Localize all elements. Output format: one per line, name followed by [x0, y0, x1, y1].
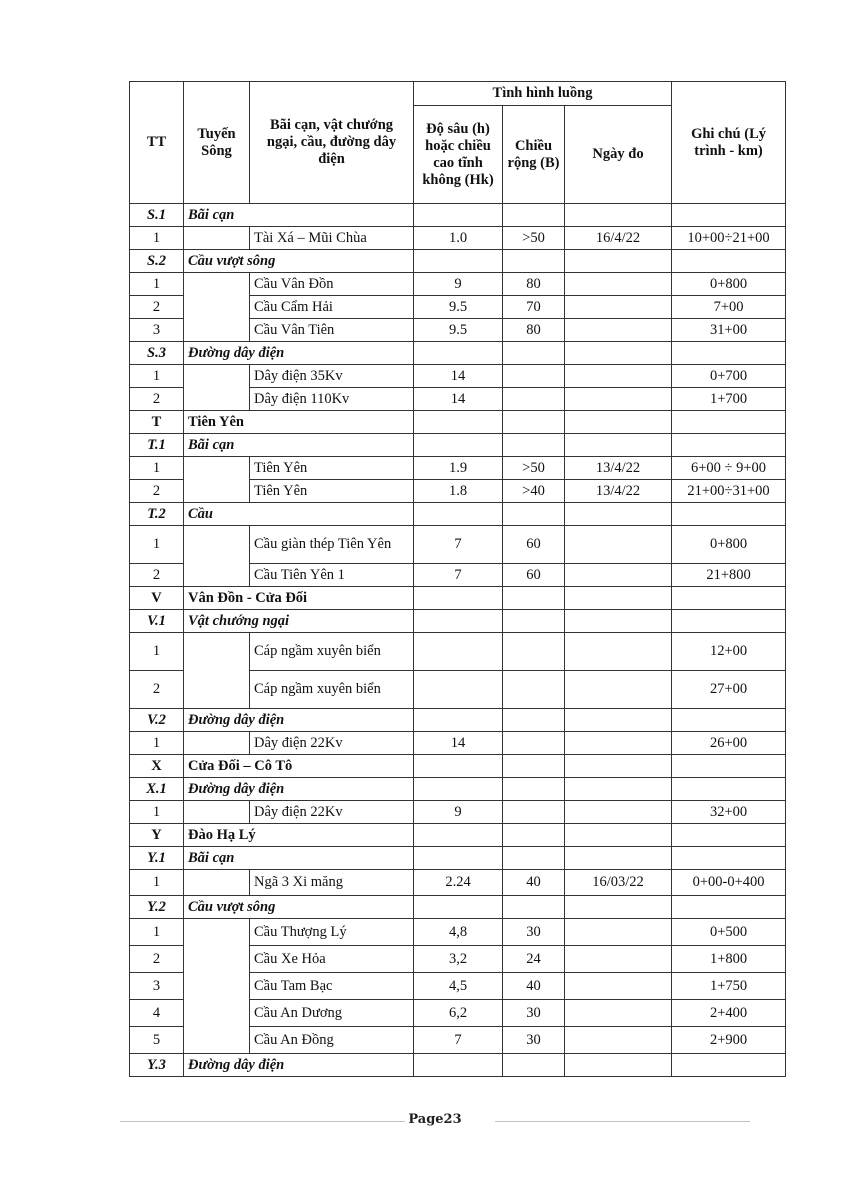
river-cell-merged: [184, 273, 250, 342]
item-name: Tài Xá – Mũi Chùa: [250, 227, 414, 250]
width-value: [503, 365, 565, 388]
chainage-note: 0+700: [672, 365, 786, 388]
empty-cell: [565, 434, 672, 457]
row-number: 3: [130, 319, 184, 342]
section-title: Bãi cạn: [184, 847, 414, 870]
width-value: [503, 732, 565, 755]
survey-date: [565, 296, 672, 319]
depth-value: [414, 633, 503, 671]
survey-date: [565, 973, 672, 1000]
depth-value: 9: [414, 273, 503, 296]
survey-date: [565, 732, 672, 755]
row-code: X: [130, 755, 184, 778]
item-name: Cầu An Dương: [250, 1000, 414, 1027]
empty-cell: [414, 610, 503, 633]
width-value: >50: [503, 227, 565, 250]
empty-cell: [565, 342, 672, 365]
empty-cell: [503, 755, 565, 778]
depth-value: 1.9: [414, 457, 503, 480]
river-cell-merged: [184, 919, 250, 1054]
empty-cell: [503, 434, 565, 457]
survey-date: [565, 365, 672, 388]
width-value: [503, 633, 565, 671]
item-name: Cáp ngầm xuyên biển: [250, 633, 414, 671]
item-name: Cầu Xe Hỏa: [250, 946, 414, 973]
width-value: [503, 801, 565, 824]
row-number: 1: [130, 273, 184, 296]
empty-cell: [414, 342, 503, 365]
chainage-note: 10+00÷21+00: [672, 227, 786, 250]
empty-cell: [672, 250, 786, 273]
section-title: Vật chướng ngại: [184, 610, 414, 633]
river-cell-merged: [184, 526, 250, 587]
river-cell-merged: [184, 732, 250, 755]
empty-cell: [672, 755, 786, 778]
row-code: Y.1: [130, 847, 184, 870]
item-name: Cầu Tiên Yên 1: [250, 564, 414, 587]
empty-cell: [503, 503, 565, 526]
empty-cell: [503, 1054, 565, 1077]
table-row: [130, 526, 786, 564]
survey-date: 16/4/22: [565, 227, 672, 250]
table-row: [130, 411, 786, 434]
empty-cell: [414, 1054, 503, 1077]
empty-cell: [565, 709, 672, 732]
item-name: Dây điện 22Kv: [250, 801, 414, 824]
chainage-note: 0+800: [672, 273, 786, 296]
depth-value: 7: [414, 1027, 503, 1054]
empty-cell: [503, 342, 565, 365]
width-value: 60: [503, 564, 565, 587]
header-chieu-rong: Chiều rộng (B): [503, 106, 565, 204]
row-number: 2: [130, 946, 184, 973]
empty-cell: [672, 503, 786, 526]
page-number: Page23: [408, 1112, 462, 1127]
survey-date: [565, 801, 672, 824]
row-number: 1: [130, 457, 184, 480]
empty-cell: [414, 896, 503, 919]
row-number: 1: [130, 365, 184, 388]
depth-value: 4,8: [414, 919, 503, 946]
row-code: T.2: [130, 503, 184, 526]
empty-cell: [503, 204, 565, 227]
table-row: [130, 342, 786, 365]
empty-cell: [565, 610, 672, 633]
chainage-note: 2+900: [672, 1027, 786, 1054]
river-cell-merged: [184, 227, 250, 250]
section-title: Bãi cạn: [184, 434, 414, 457]
item-name: Cầu Tam Bạc: [250, 973, 414, 1000]
empty-cell: [672, 824, 786, 847]
page-footer: [120, 1110, 750, 1132]
empty-cell: [672, 434, 786, 457]
empty-cell: [672, 411, 786, 434]
survey-date: [565, 946, 672, 973]
depth-value: 6,2: [414, 1000, 503, 1027]
section-title: Vân Đồn - Cửa Đối: [184, 587, 414, 610]
row-code: Y.3: [130, 1054, 184, 1077]
empty-cell: [672, 587, 786, 610]
empty-cell: [672, 896, 786, 919]
survey-date: [565, 526, 672, 564]
width-value: 40: [503, 870, 565, 896]
item-name: Cầu Thượng Lý: [250, 919, 414, 946]
item-name: Cầu giàn thép Tiên Yên: [250, 526, 414, 564]
section-title: Cửa Đối – Cô Tô: [184, 755, 414, 778]
row-number: 2: [130, 388, 184, 411]
survey-date: 13/4/22: [565, 480, 672, 503]
depth-value: 4,5: [414, 973, 503, 1000]
table-row: [130, 824, 786, 847]
empty-cell: [414, 824, 503, 847]
chainage-note: 12+00: [672, 633, 786, 671]
width-value: 40: [503, 973, 565, 1000]
row-number: 1: [130, 227, 184, 250]
survey-date: 16/03/22: [565, 870, 672, 896]
row-code: S.1: [130, 204, 184, 227]
depth-value: 9.5: [414, 319, 503, 342]
empty-cell: [565, 587, 672, 610]
row-number: 5: [130, 1027, 184, 1054]
row-number: 3: [130, 973, 184, 1000]
depth-value: [414, 671, 503, 709]
chainage-note: 6+00 ÷ 9+00: [672, 457, 786, 480]
table-row: [130, 896, 786, 919]
survey-date: [565, 671, 672, 709]
chainage-note: 31+00: [672, 319, 786, 342]
empty-cell: [565, 250, 672, 273]
width-value: 30: [503, 1000, 565, 1027]
item-name: Dây điện 22Kv: [250, 732, 414, 755]
section-title: Đường dây điện: [184, 342, 414, 365]
chainage-note: 27+00: [672, 671, 786, 709]
width-value: 30: [503, 919, 565, 946]
empty-cell: [672, 847, 786, 870]
table-row: [130, 709, 786, 732]
empty-cell: [565, 778, 672, 801]
row-code: T: [130, 411, 184, 434]
empty-cell: [672, 204, 786, 227]
chainage-note: 21+00÷31+00: [672, 480, 786, 503]
width-value: [503, 388, 565, 411]
empty-cell: [414, 503, 503, 526]
empty-cell: [503, 587, 565, 610]
empty-cell: [565, 204, 672, 227]
survey-date: [565, 633, 672, 671]
header-do-sau: Độ sâu (h) hoặc chiều cao tĩnh không (Hk): [414, 106, 503, 204]
section-title: Đào Hạ Lý: [184, 824, 414, 847]
item-name: Cầu Vân Tiên: [250, 319, 414, 342]
survey-date: 13/4/22: [565, 457, 672, 480]
row-code: Y.2: [130, 896, 184, 919]
chainage-note: 0+00-0+400: [672, 870, 786, 896]
item-name: Cầu Vân Đồn: [250, 273, 414, 296]
depth-value: 14: [414, 388, 503, 411]
width-value: >50: [503, 457, 565, 480]
row-number: 2: [130, 480, 184, 503]
width-value: >40: [503, 480, 565, 503]
section-title: Tiên Yên: [184, 411, 414, 434]
item-name: Ngã 3 Xi măng: [250, 870, 414, 896]
header-ghi-chu: Ghi chú (Lý trình - km): [672, 82, 786, 204]
item-name: Tiên Yên: [250, 457, 414, 480]
depth-value: 2.24: [414, 870, 503, 896]
row-code: V.1: [130, 610, 184, 633]
empty-cell: [503, 778, 565, 801]
table-row: [130, 801, 786, 824]
header-tinh-hinh-luong: Tình hình luồng: [414, 82, 672, 106]
empty-cell: [503, 896, 565, 919]
waterway-table: [129, 81, 786, 1077]
item-name: Cầu Cẩm Hải: [250, 296, 414, 319]
empty-cell: [565, 896, 672, 919]
empty-cell: [414, 250, 503, 273]
chainage-note: 1+800: [672, 946, 786, 973]
table-row: [130, 587, 786, 610]
row-number: 1: [130, 732, 184, 755]
empty-cell: [565, 847, 672, 870]
width-value: 60: [503, 526, 565, 564]
river-cell-merged: [184, 633, 250, 709]
table-row: [130, 204, 786, 227]
table-row: [130, 755, 786, 778]
row-code: Y: [130, 824, 184, 847]
table-row: [130, 633, 786, 671]
empty-cell: [414, 587, 503, 610]
header-bai-can: Bãi cạn, vật chướng ngại, cầu, đường dây điện: [250, 82, 414, 204]
empty-cell: [503, 250, 565, 273]
width-value: 80: [503, 319, 565, 342]
survey-date: [565, 564, 672, 587]
empty-cell: [414, 434, 503, 457]
depth-value: 1.8: [414, 480, 503, 503]
chainage-note: 32+00: [672, 801, 786, 824]
row-number: 1: [130, 870, 184, 896]
river-cell-merged: [184, 365, 250, 411]
table-row: [130, 778, 786, 801]
table-row: [130, 227, 786, 250]
table-row: [130, 503, 786, 526]
depth-value: 7: [414, 526, 503, 564]
table-row: [130, 610, 786, 633]
item-name: Tiên Yên: [250, 480, 414, 503]
empty-cell: [565, 755, 672, 778]
item-name: Cầu An Đồng: [250, 1027, 414, 1054]
river-cell-merged: [184, 801, 250, 824]
empty-cell: [503, 610, 565, 633]
empty-cell: [565, 1054, 672, 1077]
width-value: 30: [503, 1027, 565, 1054]
table-row: [130, 273, 786, 296]
row-code: V: [130, 587, 184, 610]
section-title: Đường dây điện: [184, 709, 414, 732]
empty-cell: [414, 755, 503, 778]
empty-cell: [672, 1054, 786, 1077]
depth-value: 7: [414, 564, 503, 587]
table-row: [130, 847, 786, 870]
section-title: Cầu: [184, 503, 414, 526]
row-code: S.2: [130, 250, 184, 273]
depth-value: 14: [414, 365, 503, 388]
empty-cell: [503, 709, 565, 732]
survey-date: [565, 1000, 672, 1027]
empty-cell: [565, 503, 672, 526]
item-name: Cáp ngầm xuyên biển: [250, 671, 414, 709]
header-tt: TT: [130, 82, 184, 204]
header-ngay-do: Ngày đo: [565, 106, 672, 204]
section-title: Đường dây điện: [184, 778, 414, 801]
table-row: [130, 457, 786, 480]
table-row: [130, 732, 786, 755]
chainage-note: 2+400: [672, 1000, 786, 1027]
row-number: 1: [130, 526, 184, 564]
survey-date: [565, 1027, 672, 1054]
table-row: [130, 870, 786, 896]
survey-date: [565, 273, 672, 296]
depth-value: 14: [414, 732, 503, 755]
row-number: 1: [130, 633, 184, 671]
survey-date: [565, 319, 672, 342]
width-value: 70: [503, 296, 565, 319]
survey-date: [565, 919, 672, 946]
table-row: [130, 1054, 786, 1077]
row-code: S.3: [130, 342, 184, 365]
empty-cell: [414, 847, 503, 870]
chainage-note: 1+750: [672, 973, 786, 1000]
chainage-note: 1+700: [672, 388, 786, 411]
width-value: 80: [503, 273, 565, 296]
empty-cell: [414, 204, 503, 227]
empty-cell: [414, 778, 503, 801]
width-value: 24: [503, 946, 565, 973]
chainage-note: 7+00: [672, 296, 786, 319]
row-code: V.2: [130, 709, 184, 732]
empty-cell: [672, 610, 786, 633]
empty-cell: [565, 411, 672, 434]
depth-value: 1.0: [414, 227, 503, 250]
section-title: Đường dây điện: [184, 1054, 414, 1077]
table-row: [130, 434, 786, 457]
river-cell-merged: [184, 457, 250, 503]
depth-value: 9: [414, 801, 503, 824]
empty-cell: [414, 411, 503, 434]
empty-cell: [672, 778, 786, 801]
river-cell-merged: [184, 870, 250, 896]
empty-cell: [565, 824, 672, 847]
width-value: [503, 671, 565, 709]
chainage-note: 0+500: [672, 919, 786, 946]
chainage-note: 26+00: [672, 732, 786, 755]
empty-cell: [672, 709, 786, 732]
empty-cell: [672, 342, 786, 365]
item-name: Dây điện 35Kv: [250, 365, 414, 388]
depth-value: 3,2: [414, 946, 503, 973]
header-tuyen-song: Tuyến Sông: [184, 82, 250, 204]
depth-value: 9.5: [414, 296, 503, 319]
item-name: Dây điện 110Kv: [250, 388, 414, 411]
row-number: 2: [130, 296, 184, 319]
section-title: Bãi cạn: [184, 204, 414, 227]
row-number: 2: [130, 671, 184, 709]
row-number: 2: [130, 564, 184, 587]
section-title: Cầu vượt sông: [184, 250, 414, 273]
survey-date: [565, 388, 672, 411]
row-number: 1: [130, 801, 184, 824]
row-code: X.1: [130, 778, 184, 801]
row-number: 4: [130, 1000, 184, 1027]
row-code: T.1: [130, 434, 184, 457]
table-row: [130, 919, 786, 946]
chainage-note: 21+800: [672, 564, 786, 587]
empty-cell: [503, 824, 565, 847]
table-row: [130, 365, 786, 388]
chainage-note: 0+800: [672, 526, 786, 564]
table-row: [130, 250, 786, 273]
section-title: Cầu vượt sông: [184, 896, 414, 919]
empty-cell: [503, 411, 565, 434]
empty-cell: [414, 709, 503, 732]
empty-cell: [503, 847, 565, 870]
row-number: 1: [130, 919, 184, 946]
